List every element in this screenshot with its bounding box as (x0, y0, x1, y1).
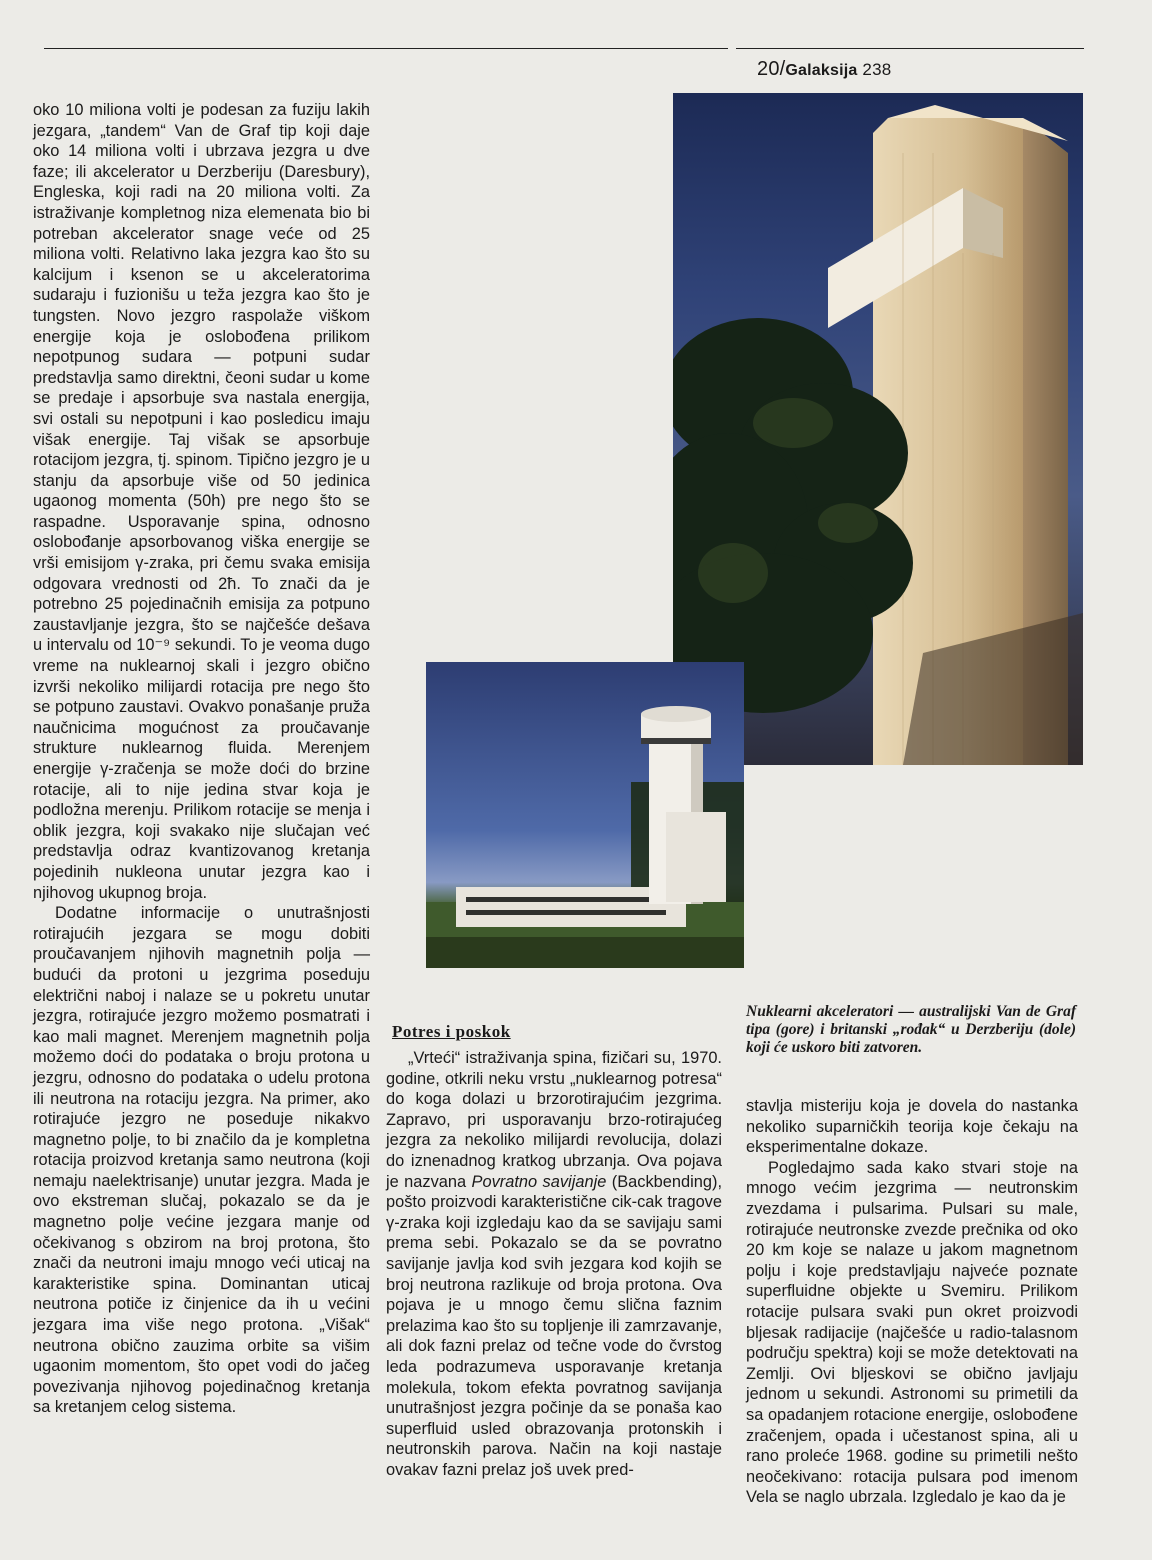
issue-number: 238 (862, 60, 892, 79)
paragraph: oko 10 miliona volti je podesan za fuziju lakih jezgara, „tandem“ Van de Graf tip koji daje oko 14 miliona volti i ubrzava jezgra u dve faze; ili akcelerator u Derzberiju (Daresbury), Engleska, koji radi na 20 miliona volti. Za istraživanje kompletnog niza elemenata bio bi potreban akcelerator snage veće od 25 miliona volti. Relativno laka jezgra kao što su kalcijum i ksenon se u akceleratorima sudaraju i fuzionišu u teža jezgra kao što je tungsten. Novo jezgro raspolaže viškom energije koja je oslobođena prilikom nepotpunog sudara — potpuni sudar predstavlja samo direktni, čeoni sudar u kome se predaje i apsorbuje sva nastala energija, svi ostali su nepotpuni i kao posledicu imaju višak energije. Taj višak se apsorbuje rotacijom jezgra, tj. spinom. Tipično jezgro je u stanju da apsorbuje više od 50 jedinica ugaonog momenta (50h) pre nego što se raspadne. Usporavanje spina, odnosno oslobođanje apsorbovanog viška energije se vrši emisijom γ-zraka, pri čemu svaka emisija odgovara vrednosti od 2ħ. To znači da je potrebno 25 pojedinačnih emisija za potpuno zaustavljanje jezgra, što se najčešće dešava u intervalu od 10⁻⁹ sekundi. To je veoma dugo vreme na nuklearnoj skali i jezgro obično izvrši nekoliko milijardi rotacija pre nego što se potpuno zaustavi. Ovakvo ponašanje pruža naučnicima mogućnost za proučavanje strukture nuklearnog fluida. Merenjem energije γ-zračenja se može doći do brzine rotacije, ali to nije jedina stvar koja je podložna merenju. Prilikom rotacije se menja i oblik jezgra, koji svakako nije slučajan već predstavlja odraz kvantizovanog kretanja pojedinih nukleona unutar jezgra kao i njihovog ukupnog broja. (33, 101, 370, 902)
magazine-name: Galaksija (785, 62, 858, 79)
paragraph: Dodatne informacije o unutrašnjosti rotirajućih jezgara se mogu dobiti proučavanjem njihovih magnetnih polja — budući da protoni u jezgrima poseduju električni naboj i nalaze se u pokretu unutar jezgra, rotirajuće jezgro možemo posmatrati i kao mali magnet. Merenjem magnetnih polja možemo doći do podataka o broju protona u jezgru, odnosno do podataka o udelu protona ili neutrona na rotaciju jezgra. Na primer, ako rotirajuće jezgro ne poseduje nikakvo magnetno polje, to bi značilo da je kompletna rotacija proizvod kretanja samo neutrona (koji nemaju naelektrisanje) unutar jezgra. Mada je ovo ekstreman slučaj, pokazalo se da je magnetno polje većine jezgara manje od očekivanog s obzirom na broj protona, što znači da neutroni imaju mnogo veći uticaj na karakteristike spina. Dominantan uticaj neutrona potiče iz činjenice da ih u većini jezgara ima više nego protona. „Višak“ neutrona obično zauzima orbite sa višim ugaonim momentom, što opet vodi do jačeg povezivanja njihovog pojedinačnog kretanja sa kretanjem celog sistema. (33, 904, 370, 1417)
paragraph: Pogledajmo sada kako stvari stoje na mnogo većim jezgrima — neutronskim zvezdama i pulsarima. Pulsari su male, rotirajuće neutronske zvezde prečnika od oko 20 km koje se nalaze u jakom magnetnom polju i koje predstavljaju najveće poznate superfluidne objekte u Svemiru. Prilikom rotacije pulsara svaki pun okret proizvodi bljesak radijacije (najčešće u radio-talasnom području spektra) koji se može detektovati na Zemlji. Ovi bljeskovi se obično javljaju jednom u sekundi. Astronomi su primetili da sa opadanjem rotacione energije, oslobođene zračenjem, opada i učestanost spina, ali u rano proleće 1968. godine su primetili nešto neočekivano: rotacija pulsara pod imenom Vela se naglo ubrzala. Izgledalo je kao da je (746, 1158, 1078, 1507)
text-run: (Backbending), pošto proizvodi karakteristične cik-cak tragove γ-zraka koji izgledaju kao da se savijaju sami prema sebi. Pokazalo se da se povratno savijanje javlja kod svih jezgara kod kojih se broj neutrona razlikuje od broja protona. Ova pojava je u mnogo čemu slična faznim prelazima kao što su topljenje ili zamrzavanje, ali dok fazni prelaz od tečne vode do čvrstog leda podrazumeva usporavanje kretanja molekula, tokom efekta povratnog savijanja unutrašnjost jezgra počinje da se ponaša kao superfluid usled obrazovanja protonskih i neutronskih parova. Način na koji nastaje ovakav fazni prelaz još uvek pred- (386, 1172, 722, 1479)
paragraph: stavlja misteriju koja je dovela do nastanka nekoliko suparničkih teorija koje čekaju na eksperimentalne dokaze. (746, 1097, 1078, 1157)
header-rule-right (736, 48, 1084, 49)
photo-daresbury-tower (426, 662, 744, 968)
text-run: „Vrteći“ istraživanja spina, fizičari su, 1970. godine, otkrili neku vrstu „nuklearnog potresa“ do koga dolazi u brzorotirajućim jezgrima. Zapravo, pri usporavanju brzo-rotirajućeg jezgra za nekoliko milijardi revolucija, dolazi do iznenadnog kratkog ubrzanja. Ova pojava je nazvana (386, 1049, 722, 1191)
daresbury-illustration (426, 662, 744, 968)
header-rule-left (44, 48, 728, 49)
page-number: 20/ (757, 58, 786, 80)
section-heading: Potres i poskok (392, 1022, 511, 1041)
page-folio (757, 58, 891, 81)
article-column-2 (386, 1048, 722, 1480)
photo-caption: Nuklearni akceleratori — australijski Van de Graf tipa (gore) i britanski „rođak“ u Derzberiju (dole) koji će uskoro biti zatvoren. (746, 1003, 1076, 1056)
article-column-3 (746, 1096, 1078, 1508)
italic-term: Povratno savijanje (471, 1172, 607, 1191)
article-column-1 (33, 100, 370, 1418)
paragraph (386, 1048, 722, 1480)
